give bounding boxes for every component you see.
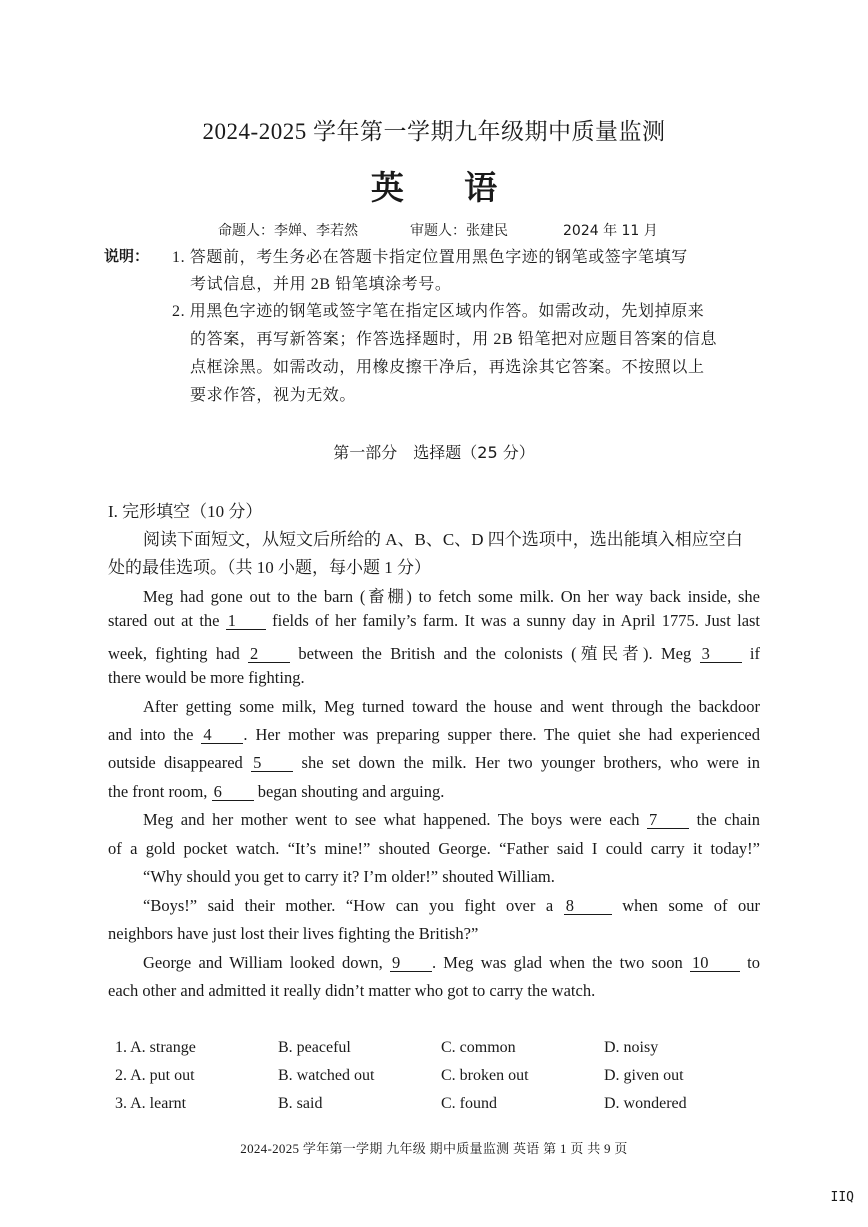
passage-text: she set down the milk. Her two younger brothers, who were in bbox=[301, 753, 761, 772]
passage-text: “Why should you get to carry it? I’m older!” shouted William. bbox=[143, 867, 555, 886]
passage-line bbox=[108, 924, 760, 944]
note-line: 2. 用黑色字迹的钢笔或签字笔在指定区域内作答。如需改动，先划掉原来 bbox=[172, 303, 705, 320]
option-a: 1. A. strange bbox=[115, 1039, 196, 1056]
passage-text: “Boys!” said their mother. “How can you fight over a bbox=[143, 896, 554, 915]
answer-blank: 4 bbox=[201, 727, 243, 744]
reviewer-info: 审题人：张建民 bbox=[410, 223, 508, 239]
passage-line bbox=[108, 839, 760, 859]
passage-line bbox=[143, 896, 760, 916]
answer-blank: 3 bbox=[700, 646, 742, 663]
passage-text: Meg had gone out to the barn (畜棚) to fetch some milk. On her way back inside, she bbox=[143, 587, 760, 606]
passage-line bbox=[143, 810, 760, 830]
answer-blank: 5 bbox=[251, 755, 293, 772]
part-title: I. 完形填空（10 分） bbox=[108, 502, 263, 521]
option-c: C. common bbox=[441, 1039, 516, 1056]
passage-line bbox=[143, 583, 760, 607]
note-line: 考试信息，并用 2B 铅笔填涂考号。 bbox=[190, 276, 452, 293]
passage-line bbox=[108, 611, 760, 631]
passage-text: and into the bbox=[108, 725, 194, 744]
passage-text: between the British and the colonists (殖民者). Meg bbox=[298, 644, 692, 663]
instruction-line: 阅读下面短文，从短文后所给的 A、B、C、D 四个选项中，选出能填入相应空白 bbox=[143, 530, 743, 549]
passage-text: fields of her family’s farm. It was a sunny day in April 1775. Just last bbox=[272, 611, 761, 630]
passage-text: each other and admitted it really didn’t matter who got to carry the watch. bbox=[108, 981, 596, 1000]
option-a: 2. A. put out bbox=[115, 1067, 195, 1084]
passage-text: George and William looked down, bbox=[143, 953, 383, 972]
answer-blank: 10 bbox=[690, 955, 740, 972]
section-title: 第一部分 选择题（25 分） bbox=[333, 443, 535, 462]
answer-blank: 8 bbox=[564, 898, 612, 915]
passage-text: stared out at the bbox=[108, 611, 220, 630]
corner-mark: IIQ bbox=[830, 1190, 854, 1205]
passage-text: began shouting and arguing. bbox=[257, 782, 445, 801]
passage-text: the front room, bbox=[108, 782, 208, 801]
passage-text: there would be more fighting. bbox=[108, 668, 305, 687]
passage-line bbox=[108, 753, 760, 773]
passage-text: week, fighting had bbox=[108, 644, 240, 663]
passage-text: the chain bbox=[696, 810, 761, 829]
passage-text: . Her mother was preparing supper there. The quiet she had experienced bbox=[243, 725, 760, 744]
exam-title: 2024-2025 学年第一学期九年级期中质量监测 bbox=[202, 119, 666, 144]
passage-line bbox=[108, 782, 760, 802]
passage-text: of a gold pocket watch. “It’s mine!” shouted George. “Father said I could carry it today!” bbox=[108, 839, 760, 858]
option-a: 3. A. learnt bbox=[115, 1095, 187, 1112]
answer-blank: 1 bbox=[226, 613, 266, 630]
passage-text: . Meg was glad when the two soon bbox=[431, 953, 683, 972]
option-b: B. peaceful bbox=[278, 1039, 351, 1056]
exam-date: 2024 年 11 月 bbox=[563, 223, 658, 239]
setters-info: 命题人：李婵、李若然 bbox=[218, 223, 358, 239]
option-c: C. broken out bbox=[441, 1067, 529, 1084]
note-line: 要求作答，视为无效。 bbox=[190, 387, 357, 404]
passage-line bbox=[108, 725, 760, 745]
answer-blank: 6 bbox=[212, 784, 254, 801]
passage-line bbox=[143, 953, 760, 973]
passage-text: to bbox=[747, 953, 761, 972]
note-line: 1. 答题前，考生务必在答题卡指定位置用黑色字迹的钢笔或签字笔填写 bbox=[172, 249, 688, 266]
option-d: D. wondered bbox=[604, 1095, 687, 1112]
passage-text: neighbors have just lost their lives fighting the British?” bbox=[108, 924, 479, 943]
passage-line bbox=[108, 668, 760, 688]
option-d: D. given out bbox=[604, 1067, 684, 1084]
option-b: B. watched out bbox=[278, 1067, 375, 1084]
passage-text: After getting some milk, Meg turned toward the house and went through the backdoor bbox=[143, 697, 760, 716]
answer-blank: 2 bbox=[248, 646, 290, 663]
note-line: 的答案，再写新答案；作答选择题时，用 2B 铅笔把对应题目答案的信息 bbox=[190, 331, 718, 348]
note-line: 点框涂黑。如需改动，用橡皮擦干净后，再选涂其它答案。不按照以上 bbox=[190, 359, 705, 376]
subject-title: 英 语 bbox=[370, 171, 524, 207]
answer-blank: 7 bbox=[647, 812, 689, 829]
passage-line bbox=[108, 981, 760, 1001]
answer-blank: 9 bbox=[390, 955, 432, 972]
notes-label: 说明： bbox=[104, 249, 150, 265]
option-d: D. noisy bbox=[604, 1039, 659, 1056]
instruction-line: 处的最佳选项。（共 10 小题，每小题 1 分） bbox=[108, 558, 431, 577]
passage-text: Meg and her mother went to see what happened. The boys were each bbox=[143, 810, 640, 829]
passage-text: outside disappeared bbox=[108, 753, 243, 772]
passage-line bbox=[143, 867, 760, 887]
passage-text: when some of our bbox=[622, 896, 760, 915]
passage-line bbox=[108, 640, 760, 664]
page-footer: 2024-2025 学年第一学期 九年级 期中质量监测 英语 第 1 页 共 9 页 bbox=[240, 1141, 628, 1156]
option-b: B. said bbox=[278, 1095, 323, 1112]
passage-line bbox=[143, 697, 760, 717]
passage-text: if bbox=[749, 644, 761, 663]
option-c: C. found bbox=[441, 1095, 497, 1112]
